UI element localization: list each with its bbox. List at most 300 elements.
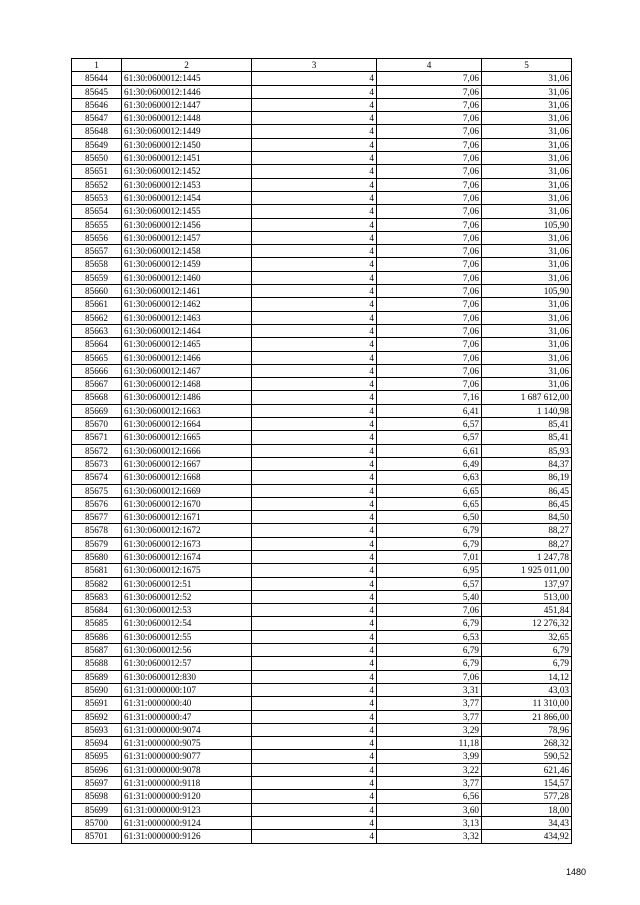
cadastral-number-cell: 61:30:0600012:57 bbox=[122, 657, 252, 670]
value-cell: 11 310,00 bbox=[482, 697, 572, 710]
value-cell: 31,06 bbox=[482, 351, 572, 364]
cadastral-number-cell: 61:30:0600012:1663 bbox=[122, 404, 252, 417]
category-cell: 4 bbox=[252, 285, 377, 298]
category-cell: 4 bbox=[252, 657, 377, 670]
row-number-cell: 85699 bbox=[72, 803, 122, 816]
table-row bbox=[72, 324, 572, 337]
row-number-cell: 85701 bbox=[72, 830, 122, 843]
cadastral-number-cell: 61:30:0600012:1669 bbox=[122, 484, 252, 497]
rate-cell: 7,06 bbox=[377, 258, 482, 271]
table-row bbox=[72, 657, 572, 670]
table-row bbox=[72, 471, 572, 484]
rate-cell: 6,57 bbox=[377, 431, 482, 444]
table-row bbox=[72, 311, 572, 324]
rate-cell: 6,65 bbox=[377, 484, 482, 497]
row-number-cell: 85648 bbox=[72, 125, 122, 138]
row-number-cell: 85645 bbox=[72, 85, 122, 98]
rate-cell: 7,06 bbox=[377, 98, 482, 111]
category-cell: 4 bbox=[252, 830, 377, 843]
value-cell: 577,28 bbox=[482, 790, 572, 803]
table-row bbox=[72, 218, 572, 231]
value-cell: 86,19 bbox=[482, 471, 572, 484]
value-cell: 268,32 bbox=[482, 737, 572, 750]
row-number-cell: 85683 bbox=[72, 590, 122, 603]
row-number-cell: 85669 bbox=[72, 404, 122, 417]
row-number-cell: 85684 bbox=[72, 604, 122, 617]
row-number-cell: 85682 bbox=[72, 577, 122, 590]
row-number-cell: 85674 bbox=[72, 471, 122, 484]
table-row bbox=[72, 245, 572, 258]
value-cell: 31,06 bbox=[482, 298, 572, 311]
rate-cell: 7,06 bbox=[377, 85, 482, 98]
table-row bbox=[72, 497, 572, 510]
table-row bbox=[72, 351, 572, 364]
table-row bbox=[72, 152, 572, 165]
table-row bbox=[72, 391, 572, 404]
table-row bbox=[72, 670, 572, 683]
cadastral-number-cell: 61:31:0000000:107 bbox=[122, 683, 252, 696]
row-number-cell: 85649 bbox=[72, 138, 122, 151]
category-cell: 4 bbox=[252, 364, 377, 377]
table-row bbox=[72, 457, 572, 470]
row-number-cell: 85662 bbox=[72, 311, 122, 324]
value-cell: 1 925 011,00 bbox=[482, 564, 572, 577]
rate-cell: 7,01 bbox=[377, 550, 482, 563]
category-cell: 4 bbox=[252, 125, 377, 138]
row-number-cell: 85678 bbox=[72, 524, 122, 537]
table-row bbox=[72, 537, 572, 550]
table-row bbox=[72, 298, 572, 311]
cadastral-number-cell: 61:30:0600012:1668 bbox=[122, 471, 252, 484]
cadastral-number-cell: 61:31:0000000:9118 bbox=[122, 777, 252, 790]
value-cell: 31,06 bbox=[482, 231, 572, 244]
cadastral-number-cell: 61:31:0000000:9074 bbox=[122, 723, 252, 736]
rate-cell: 11,18 bbox=[377, 737, 482, 750]
table-row bbox=[72, 590, 572, 603]
cadastral-number-cell: 61:30:0600012:56 bbox=[122, 644, 252, 657]
cadastral-number-cell: 61:30:0600012:1457 bbox=[122, 231, 252, 244]
rate-cell: 6,63 bbox=[377, 471, 482, 484]
row-number-cell: 85663 bbox=[72, 324, 122, 337]
rate-cell: 7,06 bbox=[377, 125, 482, 138]
category-cell: 4 bbox=[252, 152, 377, 165]
row-number-cell: 85673 bbox=[72, 457, 122, 470]
category-cell: 4 bbox=[252, 178, 377, 191]
row-number-cell: 85670 bbox=[72, 418, 122, 431]
cadastral-number-cell: 61:30:0600012:1451 bbox=[122, 152, 252, 165]
rate-cell: 7,06 bbox=[377, 351, 482, 364]
category-cell: 4 bbox=[252, 577, 377, 590]
table-row bbox=[72, 524, 572, 537]
category-cell: 4 bbox=[252, 431, 377, 444]
value-cell: 31,06 bbox=[482, 324, 572, 337]
cadastral-number-cell: 61:30:0600012:1446 bbox=[122, 85, 252, 98]
row-number-cell: 85672 bbox=[72, 444, 122, 457]
value-cell: 31,06 bbox=[482, 152, 572, 165]
category-cell: 4 bbox=[252, 537, 377, 550]
rate-cell: 7,06 bbox=[377, 298, 482, 311]
table-row bbox=[72, 511, 572, 524]
value-cell: 18,00 bbox=[482, 803, 572, 816]
table-row bbox=[72, 72, 572, 85]
row-number-cell: 85694 bbox=[72, 737, 122, 750]
cadastral-number-cell: 61:30:0600012:1665 bbox=[122, 431, 252, 444]
category-cell: 4 bbox=[252, 245, 377, 258]
table-row bbox=[72, 85, 572, 98]
value-cell: 31,06 bbox=[482, 178, 572, 191]
category-cell: 4 bbox=[252, 98, 377, 111]
category-cell: 4 bbox=[252, 803, 377, 816]
row-number-cell: 85651 bbox=[72, 165, 122, 178]
row-number-cell: 85655 bbox=[72, 218, 122, 231]
table-row bbox=[72, 790, 572, 803]
category-cell: 4 bbox=[252, 697, 377, 710]
row-number-cell: 85692 bbox=[72, 710, 122, 723]
category-cell: 4 bbox=[252, 324, 377, 337]
category-cell: 4 bbox=[252, 338, 377, 351]
value-cell: 84,50 bbox=[482, 511, 572, 524]
row-number-cell: 85677 bbox=[72, 511, 122, 524]
value-cell: 31,06 bbox=[482, 125, 572, 138]
rate-cell: 6,79 bbox=[377, 537, 482, 550]
table-row bbox=[72, 378, 572, 391]
table-row bbox=[72, 803, 572, 816]
cadastral-number-cell: 61:30:0600012:1674 bbox=[122, 550, 252, 563]
rate-cell: 3,77 bbox=[377, 777, 482, 790]
rate-cell: 7,06 bbox=[377, 231, 482, 244]
cadastral-number-cell: 61:30:0600012:1466 bbox=[122, 351, 252, 364]
category-cell: 4 bbox=[252, 683, 377, 696]
row-number-cell: 85676 bbox=[72, 497, 122, 510]
cadastral-number-cell: 61:30:0600012:1460 bbox=[122, 271, 252, 284]
rate-cell: 7,06 bbox=[377, 324, 482, 337]
rate-cell: 6,65 bbox=[377, 497, 482, 510]
rate-cell: 6,79 bbox=[377, 657, 482, 670]
category-cell: 4 bbox=[252, 351, 377, 364]
category-cell: 4 bbox=[252, 298, 377, 311]
table-row bbox=[72, 577, 572, 590]
cadastral-number-cell: 61:30:0600012:1445 bbox=[122, 72, 252, 85]
table-row bbox=[72, 550, 572, 563]
cadastral-number-cell: 61:31:0000000:9126 bbox=[122, 830, 252, 843]
value-cell: 1 247,78 bbox=[482, 550, 572, 563]
row-number-cell: 85691 bbox=[72, 697, 122, 710]
row-number-cell: 85666 bbox=[72, 364, 122, 377]
rate-cell: 6,53 bbox=[377, 630, 482, 643]
rate-cell: 3,77 bbox=[377, 697, 482, 710]
row-number-cell: 85652 bbox=[72, 178, 122, 191]
rate-cell: 7,06 bbox=[377, 165, 482, 178]
value-cell: 137,97 bbox=[482, 577, 572, 590]
table-row bbox=[72, 484, 572, 497]
value-cell: 31,06 bbox=[482, 271, 572, 284]
rate-cell: 3,32 bbox=[377, 830, 482, 843]
table-row bbox=[72, 165, 572, 178]
value-cell: 32,65 bbox=[482, 630, 572, 643]
cadastral-number-cell: 61:30:0600012:1670 bbox=[122, 497, 252, 510]
rate-cell: 3,77 bbox=[377, 710, 482, 723]
table-row bbox=[72, 191, 572, 204]
header-cell-2: 2 bbox=[122, 59, 252, 72]
cadastral-number-cell: 61:30:0600012:1454 bbox=[122, 191, 252, 204]
value-cell: 86,45 bbox=[482, 497, 572, 510]
cadastral-number-cell: 61:30:0600012:1459 bbox=[122, 258, 252, 271]
table-row bbox=[72, 630, 572, 643]
value-cell: 86,45 bbox=[482, 484, 572, 497]
category-cell: 4 bbox=[252, 271, 377, 284]
cadastral-number-cell: 61:30:0600012:1664 bbox=[122, 418, 252, 431]
category-cell: 4 bbox=[252, 777, 377, 790]
row-number-cell: 85660 bbox=[72, 285, 122, 298]
value-cell: 105,90 bbox=[482, 218, 572, 231]
category-cell: 4 bbox=[252, 617, 377, 630]
value-cell: 6,79 bbox=[482, 644, 572, 657]
cadastral-number-cell: 61:30:0600012:52 bbox=[122, 590, 252, 603]
category-cell: 4 bbox=[252, 737, 377, 750]
category-cell: 4 bbox=[252, 590, 377, 603]
category-cell: 4 bbox=[252, 72, 377, 85]
value-cell: 31,06 bbox=[482, 165, 572, 178]
row-number-cell: 85646 bbox=[72, 98, 122, 111]
row-number-cell: 85679 bbox=[72, 537, 122, 550]
value-cell: 84,37 bbox=[482, 457, 572, 470]
cadastral-number-cell: 61:30:0600012:1672 bbox=[122, 524, 252, 537]
table-row bbox=[72, 723, 572, 736]
table-row bbox=[72, 444, 572, 457]
category-cell: 4 bbox=[252, 258, 377, 271]
cadastral-number-cell: 61:30:0600012:1467 bbox=[122, 364, 252, 377]
value-cell: 43,03 bbox=[482, 683, 572, 696]
value-cell: 1 140,98 bbox=[482, 404, 572, 417]
category-cell: 4 bbox=[252, 497, 377, 510]
row-number-cell: 85667 bbox=[72, 378, 122, 391]
value-cell: 31,06 bbox=[482, 311, 572, 324]
rate-cell: 7,06 bbox=[377, 285, 482, 298]
value-cell: 78,96 bbox=[482, 723, 572, 736]
row-number-cell: 85686 bbox=[72, 630, 122, 643]
rate-cell: 7,06 bbox=[377, 338, 482, 351]
category-cell: 4 bbox=[252, 444, 377, 457]
table-row bbox=[72, 112, 572, 125]
rate-cell: 3,13 bbox=[377, 816, 482, 829]
row-number-cell: 85688 bbox=[72, 657, 122, 670]
rate-cell: 7,06 bbox=[377, 112, 482, 125]
category-cell: 4 bbox=[252, 191, 377, 204]
category-cell: 4 bbox=[252, 418, 377, 431]
value-cell: 14,12 bbox=[482, 670, 572, 683]
value-cell: 513,00 bbox=[482, 590, 572, 603]
value-cell: 621,46 bbox=[482, 763, 572, 776]
row-number-cell: 85668 bbox=[72, 391, 122, 404]
rate-cell: 6,50 bbox=[377, 511, 482, 524]
category-cell: 4 bbox=[252, 457, 377, 470]
table-row bbox=[72, 710, 572, 723]
row-number-cell: 85687 bbox=[72, 644, 122, 657]
cadastral-number-cell: 61:30:0600012:1452 bbox=[122, 165, 252, 178]
table-row bbox=[72, 644, 572, 657]
category-cell: 4 bbox=[252, 790, 377, 803]
category-cell: 4 bbox=[252, 511, 377, 524]
rate-cell: 6,79 bbox=[377, 524, 482, 537]
category-cell: 4 bbox=[252, 644, 377, 657]
row-number-cell: 85690 bbox=[72, 683, 122, 696]
cadastral-number-cell: 61:30:0600012:1456 bbox=[122, 218, 252, 231]
rate-cell: 7,06 bbox=[377, 205, 482, 218]
row-number-cell: 85657 bbox=[72, 245, 122, 258]
value-cell: 31,06 bbox=[482, 85, 572, 98]
row-number-cell: 85675 bbox=[72, 484, 122, 497]
category-cell: 4 bbox=[252, 763, 377, 776]
category-cell: 4 bbox=[252, 165, 377, 178]
value-cell: 31,06 bbox=[482, 258, 572, 271]
category-cell: 4 bbox=[252, 218, 377, 231]
table-row bbox=[72, 737, 572, 750]
rate-cell: 6,57 bbox=[377, 418, 482, 431]
rate-cell: 7,06 bbox=[377, 245, 482, 258]
cadastral-number-cell: 61:30:0600012:1464 bbox=[122, 324, 252, 337]
rate-cell: 3,29 bbox=[377, 723, 482, 736]
row-number-cell: 85680 bbox=[72, 550, 122, 563]
row-number-cell: 85664 bbox=[72, 338, 122, 351]
rate-cell: 7,06 bbox=[377, 604, 482, 617]
cadastral-number-cell: 61:30:0600012:830 bbox=[122, 670, 252, 683]
value-cell: 105,90 bbox=[482, 285, 572, 298]
row-number-cell: 85697 bbox=[72, 777, 122, 790]
value-cell: 31,06 bbox=[482, 98, 572, 111]
cadastral-number-cell: 61:30:0600012:1671 bbox=[122, 511, 252, 524]
cadastral-number-cell: 61:30:0600012:1458 bbox=[122, 245, 252, 258]
row-number-cell: 85685 bbox=[72, 617, 122, 630]
value-cell: 88,27 bbox=[482, 537, 572, 550]
category-cell: 4 bbox=[252, 378, 377, 391]
row-number-cell: 85700 bbox=[72, 816, 122, 829]
table-row bbox=[72, 205, 572, 218]
table-row bbox=[72, 178, 572, 191]
cadastral-number-cell: 61:31:0000000:40 bbox=[122, 697, 252, 710]
category-cell: 4 bbox=[252, 205, 377, 218]
cadastral-number-cell: 61:30:0600012:1447 bbox=[122, 98, 252, 111]
cadastral-number-cell: 61:31:0000000:9124 bbox=[122, 816, 252, 829]
table-row bbox=[72, 617, 572, 630]
value-cell: 85,93 bbox=[482, 444, 572, 457]
value-cell: 154,57 bbox=[482, 777, 572, 790]
rate-cell: 7,06 bbox=[377, 178, 482, 191]
category-cell: 4 bbox=[252, 524, 377, 537]
table-row bbox=[72, 271, 572, 284]
cadastral-number-cell: 61:30:0600012:1453 bbox=[122, 178, 252, 191]
rate-cell: 7,06 bbox=[377, 191, 482, 204]
value-cell: 31,06 bbox=[482, 205, 572, 218]
value-cell: 31,06 bbox=[482, 138, 572, 151]
category-cell: 4 bbox=[252, 670, 377, 683]
value-cell: 31,06 bbox=[482, 112, 572, 125]
cadastral-number-cell: 61:30:0600012:1463 bbox=[122, 311, 252, 324]
value-cell: 451,84 bbox=[482, 604, 572, 617]
data-table bbox=[71, 58, 572, 844]
table-row bbox=[72, 364, 572, 377]
header-row bbox=[72, 59, 572, 72]
rate-cell: 7,06 bbox=[377, 670, 482, 683]
cadastral-number-cell: 61:30:0600012:1667 bbox=[122, 457, 252, 470]
category-cell: 4 bbox=[252, 311, 377, 324]
table-row bbox=[72, 750, 572, 763]
cadastral-number-cell: 61:30:0600012:1673 bbox=[122, 537, 252, 550]
row-number-cell: 85681 bbox=[72, 564, 122, 577]
table-row bbox=[72, 125, 572, 138]
rate-cell: 6,79 bbox=[377, 617, 482, 630]
table-row bbox=[72, 763, 572, 776]
row-number-cell: 85693 bbox=[72, 723, 122, 736]
rate-cell: 6,57 bbox=[377, 577, 482, 590]
cadastral-number-cell: 61:30:0600012:1461 bbox=[122, 285, 252, 298]
header-cell-3: 3 bbox=[252, 59, 377, 72]
header-cell-1: 1 bbox=[72, 59, 122, 72]
table-row bbox=[72, 604, 572, 617]
table-row bbox=[72, 418, 572, 431]
cadastral-number-cell: 61:30:0600012:1462 bbox=[122, 298, 252, 311]
table-row bbox=[72, 338, 572, 351]
category-cell: 4 bbox=[252, 138, 377, 151]
value-cell: 85,41 bbox=[482, 418, 572, 431]
category-cell: 4 bbox=[252, 630, 377, 643]
row-number-cell: 85647 bbox=[72, 112, 122, 125]
value-cell: 6,79 bbox=[482, 657, 572, 670]
value-cell: 31,06 bbox=[482, 191, 572, 204]
table-row bbox=[72, 564, 572, 577]
table-row bbox=[72, 816, 572, 829]
rate-cell: 7,16 bbox=[377, 391, 482, 404]
row-number-cell: 85661 bbox=[72, 298, 122, 311]
cadastral-number-cell: 61:30:0600012:51 bbox=[122, 577, 252, 590]
category-cell: 4 bbox=[252, 391, 377, 404]
rate-cell: 6,41 bbox=[377, 404, 482, 417]
rate-cell: 7,06 bbox=[377, 378, 482, 391]
value-cell: 1 687 612,00 bbox=[482, 391, 572, 404]
value-cell: 31,06 bbox=[482, 72, 572, 85]
rate-cell: 7,06 bbox=[377, 271, 482, 284]
table-row bbox=[72, 431, 572, 444]
row-number-cell: 85696 bbox=[72, 763, 122, 776]
value-cell: 21 866,00 bbox=[482, 710, 572, 723]
category-cell: 4 bbox=[252, 564, 377, 577]
category-cell: 4 bbox=[252, 112, 377, 125]
cadastral-number-cell: 61:30:0600012:1486 bbox=[122, 391, 252, 404]
rate-cell: 3,60 bbox=[377, 803, 482, 816]
row-number-cell: 85650 bbox=[72, 152, 122, 165]
table-body bbox=[72, 72, 572, 843]
category-cell: 4 bbox=[252, 710, 377, 723]
table-row bbox=[72, 231, 572, 244]
category-cell: 4 bbox=[252, 723, 377, 736]
cadastral-number-cell: 61:30:0600012:1468 bbox=[122, 378, 252, 391]
row-number-cell: 85659 bbox=[72, 271, 122, 284]
cadastral-number-cell: 61:30:0600012:1675 bbox=[122, 564, 252, 577]
row-number-cell: 85658 bbox=[72, 258, 122, 271]
cadastral-number-cell: 61:30:0600012:1465 bbox=[122, 338, 252, 351]
page-number: 1480 bbox=[566, 867, 587, 877]
rate-cell: 6,61 bbox=[377, 444, 482, 457]
table-row bbox=[72, 258, 572, 271]
rate-cell: 7,06 bbox=[377, 72, 482, 85]
rate-cell: 7,06 bbox=[377, 152, 482, 165]
table-row bbox=[72, 98, 572, 111]
category-cell: 4 bbox=[252, 231, 377, 244]
cadastral-number-cell: 61:30:0600012:1448 bbox=[122, 112, 252, 125]
cadastral-number-cell: 61:30:0600012:1455 bbox=[122, 205, 252, 218]
rate-cell: 6,95 bbox=[377, 564, 482, 577]
value-cell: 434,92 bbox=[482, 830, 572, 843]
row-number-cell: 85644 bbox=[72, 72, 122, 85]
